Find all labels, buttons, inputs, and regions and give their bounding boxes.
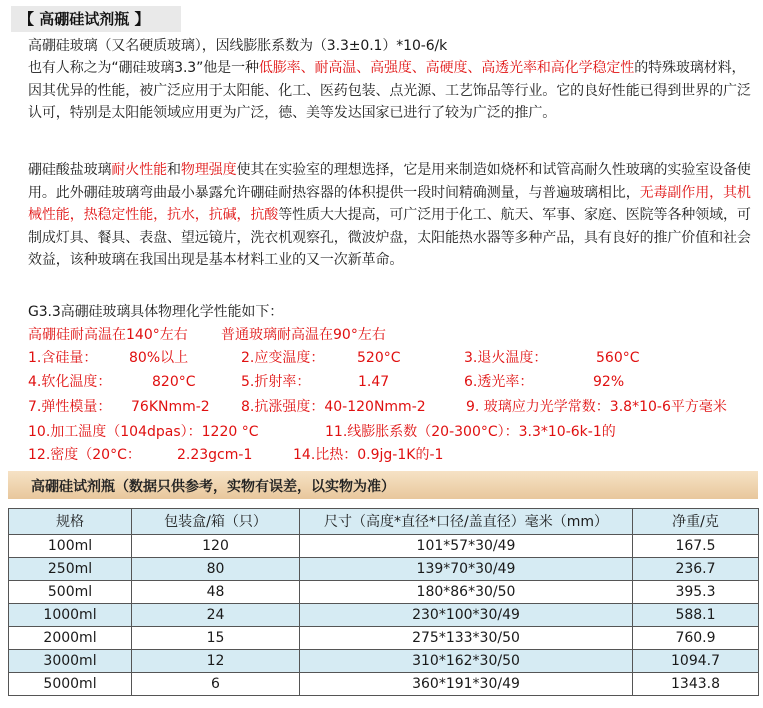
- cell-qty: 12: [132, 650, 300, 673]
- table-row: [9, 627, 759, 650]
- cell-size: 500ml: [9, 581, 132, 604]
- spec-row-3: [28, 396, 763, 419]
- cell-weight: 1343.8: [633, 673, 759, 696]
- spec-row-5: [28, 444, 763, 467]
- spec-row-4: [28, 421, 763, 444]
- properties-highlight: 低膨率、耐高温、高强度、高硬度、高透光率和高化学稳定性: [258, 60, 635, 76]
- cell-size: 3000ml: [9, 650, 132, 673]
- intro-paragraph-2: [28, 159, 758, 272]
- cell-qty: 48: [132, 581, 300, 604]
- para1-text: 也有人称之为“硼硅玻璃3.3”他是一种: [28, 60, 259, 76]
- table-title: 高硼硅试剂瓶（数据只供参考，实物有误差，以实物为准）: [31, 479, 395, 495]
- cell-qty: 6: [132, 673, 300, 696]
- intro-paragraph-1: [28, 57, 758, 125]
- table-row: [9, 558, 759, 581]
- table-row: [9, 535, 759, 558]
- para1-continuation: 的特殊玻璃材料，因其优异的性能，被广泛应用于太阳能、化工、医药包装、点光源、工艺饰品等行业。它的良好性能已得到世界的广泛认可，特别是太阳能领域应用更为广泛，德、美等发达国家已进行了较为广泛的推广。: [28, 60, 751, 122]
- cell-dimensions: 101*57*30/49: [300, 535, 633, 558]
- properties-heading: G3.3高硼硅玻璃具体物理化学性能如下：: [28, 304, 284, 320]
- spec-label: 1.含硅量：: [28, 350, 98, 366]
- cell-weight: 395.3: [633, 581, 759, 604]
- spec-item: 11.线膨胀系数（20-300°C）：3.3*10-6k-1的: [325, 424, 616, 440]
- spec-label: 4.软化温度：: [28, 374, 112, 390]
- column-header: 净重/克: [633, 509, 759, 535]
- spec-label: 2.应变温度：: [241, 350, 325, 366]
- cell-dimensions: 139*70*30/49: [300, 558, 633, 581]
- cell-size: 5000ml: [9, 673, 132, 696]
- page-title: 【 高硼硅试剂瓶 】: [11, 6, 181, 32]
- cell-size: 100ml: [9, 535, 132, 558]
- high-borosilicate-temp: 高硼硅耐高温在140°左右: [28, 327, 188, 343]
- table-row: [9, 581, 759, 604]
- spec-label: 12.密度（20°C：: [28, 447, 141, 463]
- spec-value: 80%以上: [129, 350, 189, 366]
- spec-item: 8.抗涨强度：40-120Nmm-2: [241, 399, 426, 415]
- cell-dimensions: 180*86*30/50: [300, 581, 633, 604]
- temp-row: [28, 324, 763, 347]
- cell-qty: 24: [132, 604, 300, 627]
- cell-dimensions: 310*162*30/50: [300, 650, 633, 673]
- table-row: [9, 673, 759, 696]
- spec-row-1: [28, 347, 763, 370]
- cell-size: 1000ml: [9, 604, 132, 627]
- spec-row-2: [28, 371, 763, 394]
- spec-label: 6.透光率：: [464, 374, 534, 390]
- spec-value: 1.47: [358, 374, 390, 390]
- table-header-row: [9, 509, 759, 535]
- para2-end: 等性质大大提高，可广泛用于化工、航天、军事、家庭、医院等各种领域，可制成灯具、餐具、表盘、望远镜片，洗衣机观察孔，微波炉盘，太阳能热水器等多种产品，具有良好的推广价值和社会效益，该种玻璃在我国出现是基本材料工业的又一次新革命。: [28, 207, 751, 269]
- fire-resistance-highlight: 耐火性能: [111, 162, 168, 178]
- cell-dimensions: 360*191*30/49: [300, 673, 633, 696]
- column-header: 包装盒/箱（只）: [132, 509, 300, 535]
- cell-weight: 1094.7: [633, 650, 759, 673]
- product-table: [8, 508, 759, 696]
- spec-value: 76KNmm-2: [131, 399, 210, 415]
- spec-label: 5.折射率：: [241, 374, 311, 390]
- column-header: 规格: [9, 509, 132, 535]
- cell-weight: 588.1: [633, 604, 759, 627]
- para2-and: 和: [167, 162, 181, 178]
- cell-weight: 236.7: [633, 558, 759, 581]
- spec-value: 520°C: [357, 350, 401, 366]
- cell-size: 2000ml: [9, 627, 132, 650]
- ordinary-glass-temp: 普通玻璃耐高温在90°左右: [221, 327, 386, 343]
- intro-line: 高硼硅玻璃（又名硬质玻璃），因线膨胀系数为（3.3±0.1）*10-6/k: [28, 38, 448, 54]
- spec-item: 9. 玻璃应力光学常数：3.8*10-6平方毫米: [466, 399, 727, 415]
- cell-qty: 15: [132, 627, 300, 650]
- table-title-bar: [8, 471, 758, 499]
- spec-item: 10.加工温度（104dpas）：1220 °C: [28, 424, 259, 440]
- spec-item: 14.比热：0.9jg-1K的-1: [293, 447, 444, 463]
- para2-text: 硼硅酸盐玻璃: [28, 162, 112, 178]
- strength-highlight: 物理强度: [180, 162, 237, 178]
- cell-dimensions: 275*133*30/50: [300, 627, 633, 650]
- nontoxic-highlight: 无毒副作用，其机械性能，热稳定性能，抗水，抗碱，抗酸: [28, 184, 751, 224]
- cell-weight: 167.5: [633, 535, 759, 558]
- table-row: [9, 650, 759, 673]
- cell-qty: 120: [132, 535, 300, 558]
- para2-middle: 使其在实验室的理想选择，它是用来制造如烧杯和试管高耐久性玻璃的实验室设备使用。此外硼硅玻璃弯曲最小暴露允许硼硅耐热容器的体积提供一段时间精确测量，与普遍玻璃相比，: [28, 162, 751, 201]
- cell-size: 250ml: [9, 558, 132, 581]
- table-row: [9, 604, 759, 627]
- spec-value: 820°C: [152, 374, 196, 390]
- spec-value: 560°C: [596, 350, 640, 366]
- spec-label: 3.退火温度：: [464, 350, 548, 366]
- cell-dimensions: 230*100*30/49: [300, 604, 633, 627]
- cell-weight: 760.9: [633, 627, 759, 650]
- cell-qty: 80: [132, 558, 300, 581]
- spec-value: 92%: [593, 374, 625, 390]
- spec-value: 2.23gcm-1: [177, 447, 253, 463]
- column-header: 尺寸（高度*直径*口径/盖直径）毫米（mm）: [300, 509, 633, 535]
- spec-label: 7.弹性模量：: [28, 399, 112, 415]
